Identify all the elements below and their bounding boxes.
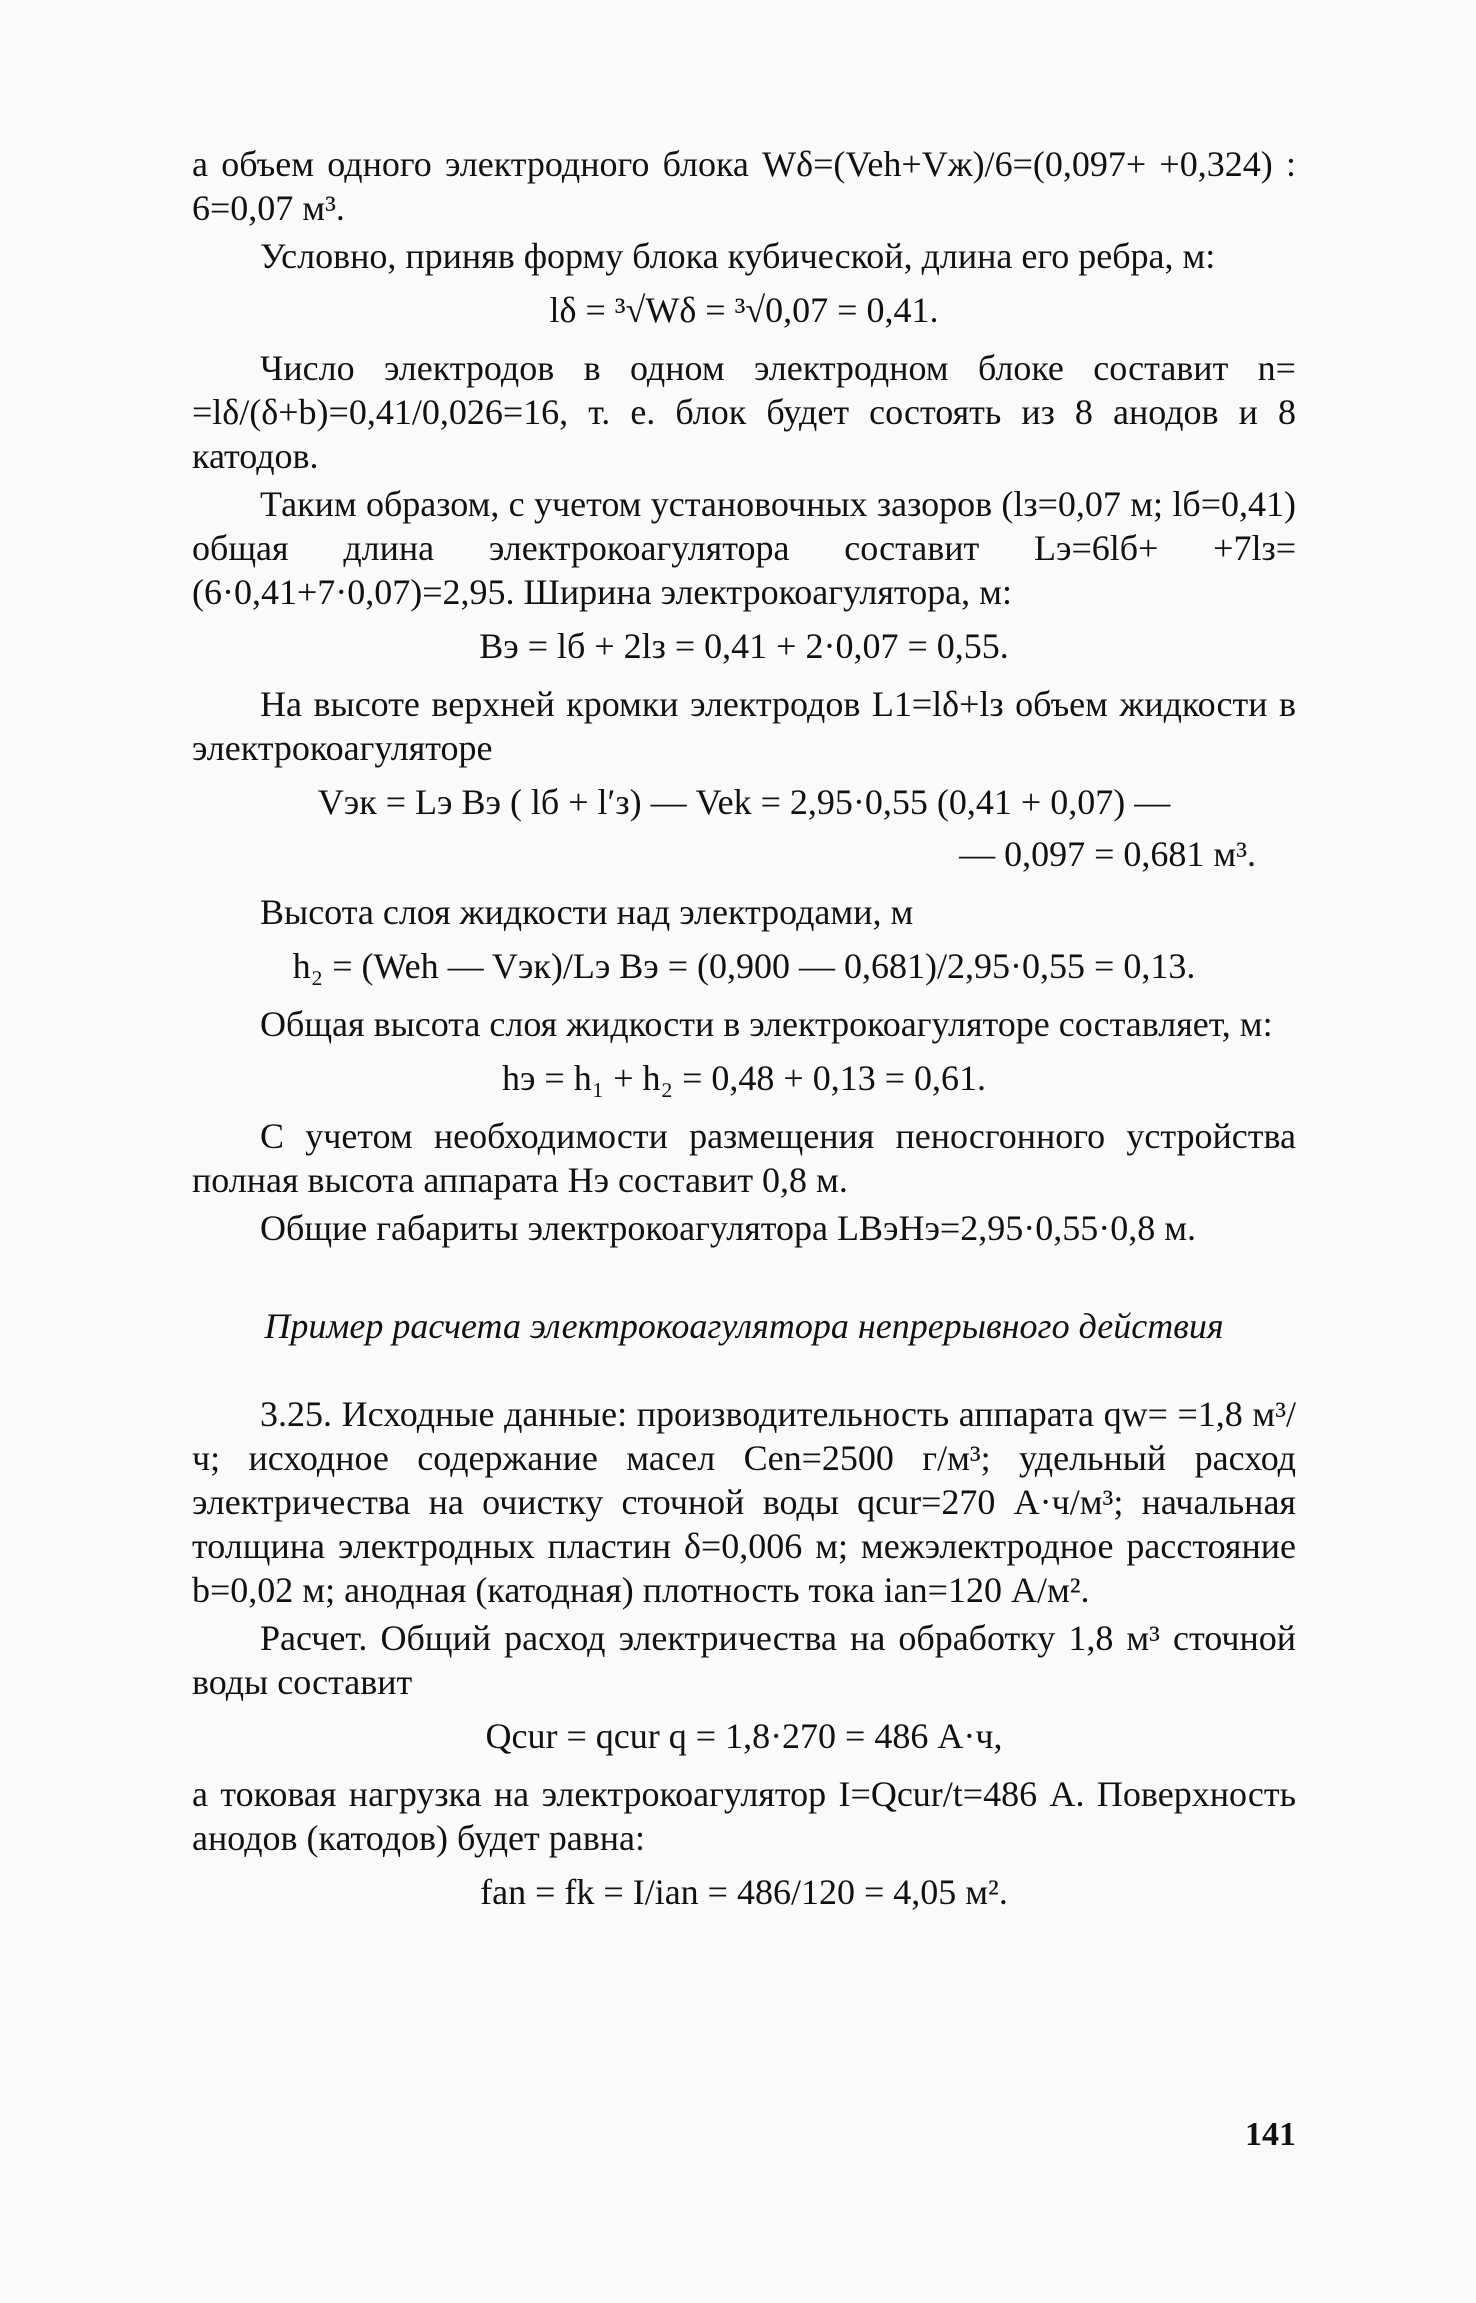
formula-volume-line2: — 0,097 = 0,681 м³.: [959, 834, 1256, 874]
paragraph-calculation: Расчет. Общий расход электричества на обработку 1,8 м³ сточной воды составит: [192, 1618, 1296, 1702]
formula-he: hэ = h₁ + h₂ = 0,48 + 0,13 = 0,61.: [501, 1058, 987, 1098]
paragraph-initial-data: 3.25. Исходные данные: производительность аппарата qw= =1,8 м³/ч; исходное содержание масел Cen=2500 г/м³; удельный расход электричества на очистку сточной воды qcur=270 А·ч/м³; начальная толщина электродных пластин δ=0,006 м; межэлектродное расстояние b=0,02 м; анодная (катодная) плотность тока ian=120 А/м².: [192, 1394, 1296, 1610]
page-body: [192, 142, 1296, 1928]
formula-h2: h₂ = (Weh — Vэк)/Lэ Bэ = (0,900 — 0,681)/2,95·0,55 = 0,13.: [292, 946, 1196, 986]
section-heading: Пример расчета электрокоагулятора непрерывного действия: [264, 1306, 1224, 1346]
paragraph-total-length: Таким образом, с учетом установочных зазоров (lз=0,07 м; lб=0,41) общая длина электрокоагулятора составит Lэ=6lб+ +7lз=(6·0,41+7·0,07)=2,95. Ширина электрокоагулятора, м:: [192, 484, 1296, 612]
paragraph-total-height: Общая высота слоя жидкости в электрокоагуляторе составляет, м:: [260, 1004, 1273, 1044]
paragraph-dimensions: Общие габариты электрокоагулятора LBэHэ=2,95·0,55·0,8 м.: [260, 1208, 1196, 1248]
paragraph-liquid-volume: На высоте верхней кромки электродов L1=lδ+lз объем жидкости в электрокоагуляторе: [192, 684, 1296, 768]
formula-edge-length: lδ = ³√Wδ = ³√0,07 = 0,41.: [549, 290, 939, 330]
formula-width: Bэ = lб + 2lз = 0,41 + 2·0,07 = 0,55.: [479, 626, 1009, 666]
paragraph-layer-height: Высота слоя жидкости над электродами, м: [260, 892, 914, 932]
paragraph-cube-assumption: Условно, приняв форму блока кубической, длина его ребра, м:: [260, 236, 1216, 276]
formula-qcur: Qcur = qcur q = 1,8·270 = 486 А·ч,: [485, 1716, 1003, 1756]
formula-volume-line1: Vэк = Lэ Bэ ( lб + l′з) — Vek = 2,95·0,55 (0,41 + 0,07) —: [317, 782, 1171, 822]
paragraph-foam-device: С учетом необходимости размещения пеносгонного устройства полная высота аппарата Hэ составит 0,8 м.: [192, 1116, 1296, 1200]
paragraph-block-volume: а объем одного электродного блока Wδ=(Veh+Vж)/6=(0,097+ +0,324) : 6=0,07 м³.: [192, 144, 1296, 228]
paragraph-electrode-count: Число электродов в одном электродном блоке составит n= =lδ/(δ+b)=0,41/0,026=16, т. е. блок будет состоять из 8 анодов и 8 катодов.: [192, 348, 1296, 476]
page-number: 141: [1245, 2116, 1296, 2153]
paragraph-current-load: а токовая нагрузка на электрокоагулятор I=Qcur/t=486 А. Поверхность анодов (катодов) будет равна:: [192, 1774, 1296, 1858]
formula-area: fan = fk = I/ian = 486/120 = 4,05 м².: [480, 1872, 1008, 1912]
